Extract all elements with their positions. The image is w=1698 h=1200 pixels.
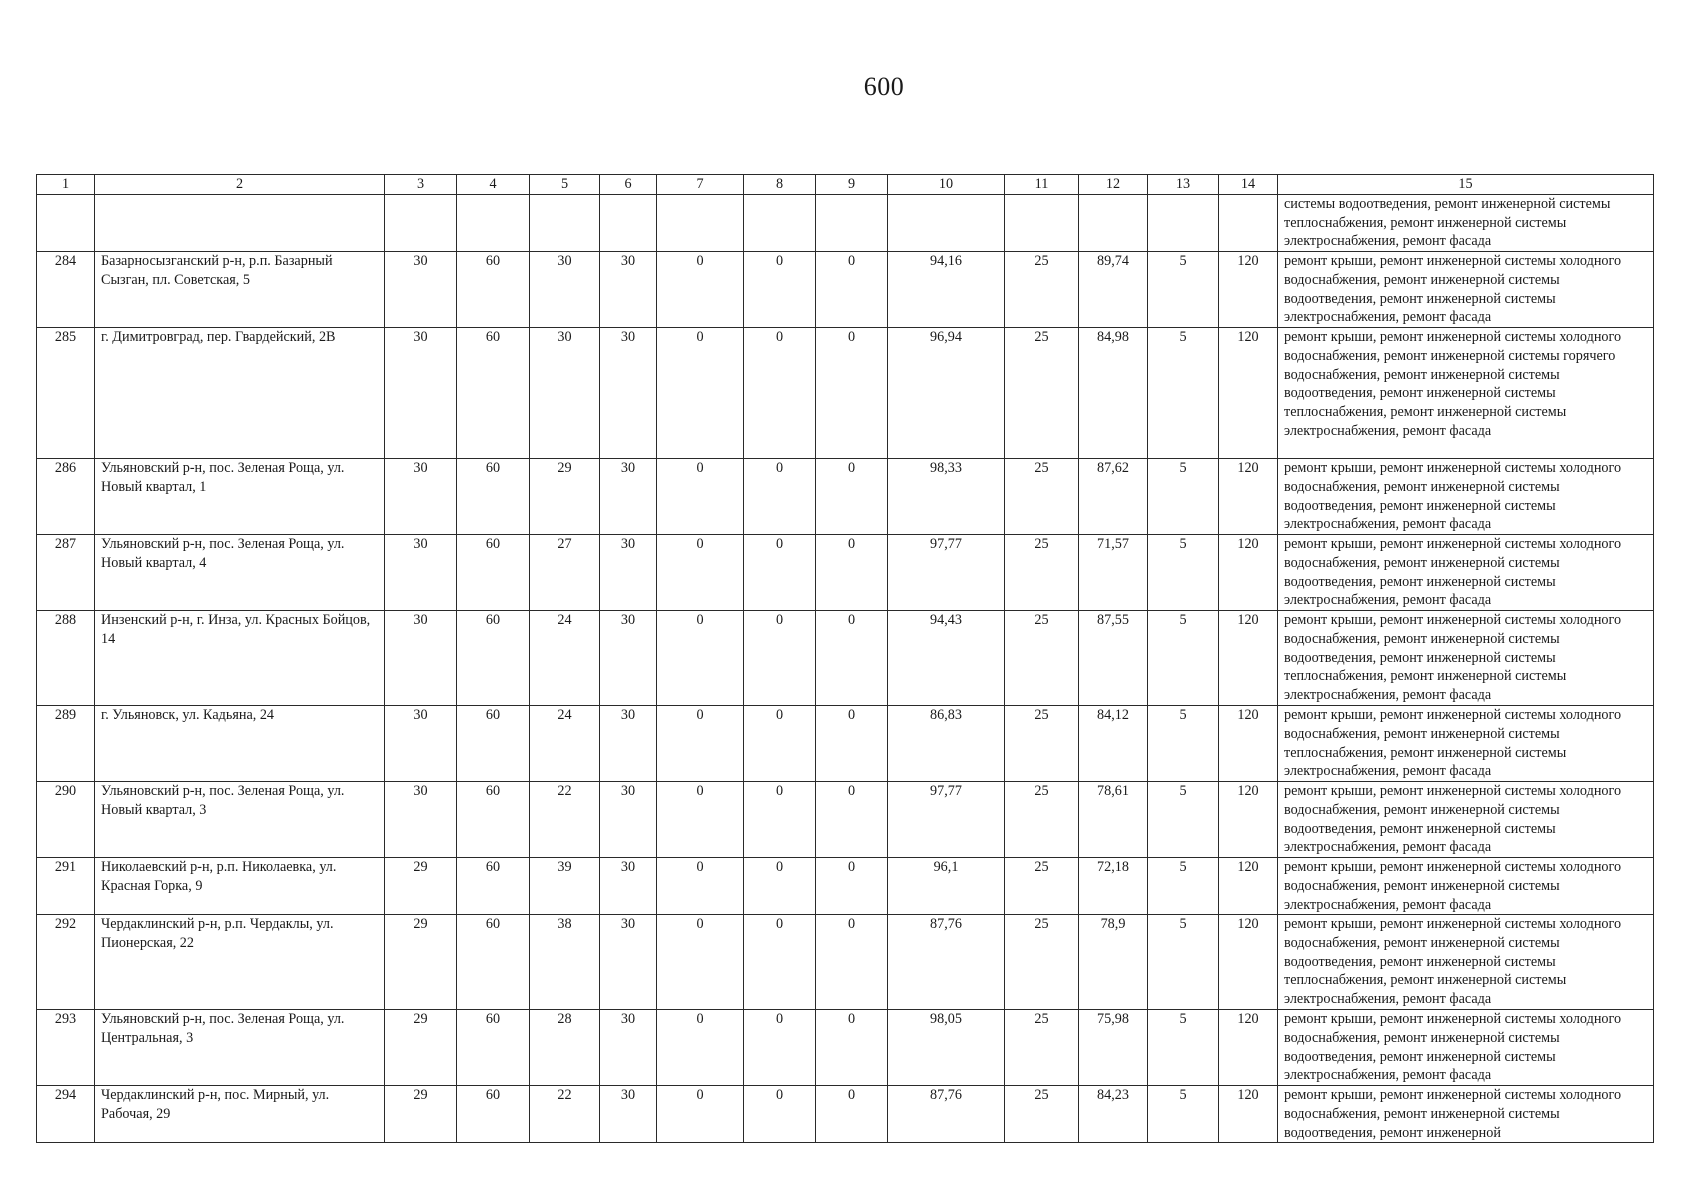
address-cell: Чердаклинский р-н, пос. Мирный, ул. Рабочая, 29 [95, 1086, 385, 1143]
col-5-cell: 22 [530, 782, 600, 858]
col-header: 4 [457, 175, 530, 195]
row-number-cell: 284 [37, 252, 95, 328]
col-8-cell: 0 [744, 252, 816, 328]
col-9-cell: 0 [816, 459, 888, 535]
col-header: 9 [816, 175, 888, 195]
col-9-cell: 0 [816, 611, 888, 706]
repair-works-cell: ремонт крыши, ремонт инженерной системы холодного водоснабжения, ремонт инженерной системы водоотведения, ремонт инженерной системы электроснабжения, ремонт фасада [1278, 535, 1654, 611]
col-12-cell: 78,9 [1079, 915, 1148, 1010]
col-5-cell: 39 [530, 858, 600, 915]
col-6-cell: 30 [600, 706, 657, 782]
col-14-cell: 120 [1219, 535, 1278, 611]
col-11-cell: 25 [1005, 328, 1079, 459]
col-12-cell: 84,23 [1079, 1086, 1148, 1143]
col-3-cell: 30 [385, 252, 457, 328]
col-5-cell: 24 [530, 611, 600, 706]
table-row [37, 1010, 1654, 1086]
table-row [37, 782, 1654, 858]
col-12-cell: 78,61 [1079, 782, 1148, 858]
col-5-cell: 24 [530, 706, 600, 782]
col-header: 1 [37, 175, 95, 195]
col-10-cell: 96,94 [888, 328, 1005, 459]
col-4-cell: 60 [457, 915, 530, 1010]
col-11-cell: 25 [1005, 706, 1079, 782]
col-5-cell: 29 [530, 459, 600, 535]
col-9-cell: 0 [816, 535, 888, 611]
col-13-cell: 5 [1148, 611, 1219, 706]
row-number-cell: 291 [37, 858, 95, 915]
col-7-cell: 0 [657, 782, 744, 858]
col-14-cell: 120 [1219, 611, 1278, 706]
col-13-cell: 5 [1148, 328, 1219, 459]
col-header: 11 [1005, 175, 1079, 195]
col-4-cell: 60 [457, 611, 530, 706]
col-13-cell: 5 [1148, 1086, 1219, 1143]
col-14-cell: 120 [1219, 915, 1278, 1010]
address-cell: Николаевский р-н, р.п. Николаевка, ул. Красная Горка, 9 [95, 858, 385, 915]
col-6-cell: 30 [600, 252, 657, 328]
address-cell: г. Димитровград, пер. Гвардейский, 2В [95, 328, 385, 459]
row-number-cell: 285 [37, 328, 95, 459]
col-10-cell: 87,76 [888, 915, 1005, 1010]
col-9-cell: 0 [816, 328, 888, 459]
repair-works-cell: ремонт крыши, ремонт инженерной системы холодного водоснабжения, ремонт инженерной системы водоотведения, ремонт инженерной системы теплоснабжения, ремонт инженерной системы электроснабжения, ремонт фасада [1278, 915, 1654, 1010]
col-14-cell: 120 [1219, 328, 1278, 459]
col-6-cell: 30 [600, 459, 657, 535]
col-14-cell: 120 [1219, 459, 1278, 535]
col-11-cell: 25 [1005, 782, 1079, 858]
col-4-cell: 60 [457, 858, 530, 915]
col-13-cell: 5 [1148, 252, 1219, 328]
repair-works-cell: ремонт крыши, ремонт инженерной системы холодного водоснабжения, ремонт инженерной системы водоотведения, ремонт инженерной системы электроснабжения, ремонт фасада [1278, 459, 1654, 535]
page-number: 600 [863, 72, 905, 101]
col-4-cell: 60 [457, 782, 530, 858]
col-7-cell: 0 [657, 611, 744, 706]
col-4-cell: 60 [457, 1086, 530, 1143]
table-row [37, 535, 1654, 611]
col-8-cell: 0 [744, 858, 816, 915]
col-3-cell: 29 [385, 1086, 457, 1143]
col-13-cell: 5 [1148, 535, 1219, 611]
col-3-cell: 29 [385, 858, 457, 915]
repair-works-cell: ремонт крыши, ремонт инженерной системы холодного водоснабжения, ремонт инженерной системы горячего водоснабжения, ремонт инженерной системы водоотведения, ремонт инженерной системы теплоснабжения, ремонт инженерной системы электроснабжения, ремонт фасада [1278, 328, 1654, 459]
col-6-cell: 30 [600, 915, 657, 1010]
row-number-cell: 286 [37, 459, 95, 535]
col-8-cell: 0 [744, 459, 816, 535]
col-11-cell: 25 [1005, 535, 1079, 611]
row-number-cell: 292 [37, 915, 95, 1010]
col-14-cell: 120 [1219, 782, 1278, 858]
col-7-cell: 0 [657, 535, 744, 611]
col-5-cell: 22 [530, 1086, 600, 1143]
col-8-cell: 0 [744, 611, 816, 706]
address-cell: Ульяновский р-н, пос. Зеленая Роща, ул. Новый квартал, 3 [95, 782, 385, 858]
repair-works-cell: системы водоотведения, ремонт инженерной системы теплоснабжения, ремонт инженерной системы электроснабжения, ремонт фасада [1278, 195, 1654, 252]
col-header: 12 [1079, 175, 1148, 195]
col-header: 8 [744, 175, 816, 195]
col-12-cell: 84,98 [1079, 328, 1148, 459]
col-11-cell: 25 [1005, 858, 1079, 915]
col-13-cell: 5 [1148, 782, 1219, 858]
col-11-cell: 25 [1005, 1010, 1079, 1086]
row-number-cell: 288 [37, 611, 95, 706]
col-5-cell: 28 [530, 1010, 600, 1086]
address-cell: Чердаклинский р-н, р.п. Чердаклы, ул. Пионерская, 22 [95, 915, 385, 1010]
col-8-cell: 0 [744, 535, 816, 611]
col-4-cell: 60 [457, 706, 530, 782]
repair-works-cell: ремонт крыши, ремонт инженерной системы холодного водоснабжения, ремонт инженерной системы водоотведения, ремонт инженерной системы электроснабжения, ремонт фасада [1278, 782, 1654, 858]
col-4-cell: 60 [457, 252, 530, 328]
col-header: 5 [530, 175, 600, 195]
col-9-cell: 0 [816, 915, 888, 1010]
col-12-cell: 75,98 [1079, 1010, 1148, 1086]
address-cell: Инзенский р-н, г. Инза, ул. Красных Бойцов, 14 [95, 611, 385, 706]
col-14-cell: 120 [1219, 252, 1278, 328]
col-9-cell: 0 [816, 1010, 888, 1086]
repair-register-table [36, 174, 1654, 1143]
col-8-cell: 0 [744, 706, 816, 782]
col-14-cell: 120 [1219, 1086, 1278, 1143]
col-11-cell: 25 [1005, 611, 1079, 706]
col-12-cell: 89,74 [1079, 252, 1148, 328]
col-header: 3 [385, 175, 457, 195]
col-11-cell: 25 [1005, 1086, 1079, 1143]
address-cell: Ульяновский р-н, пос. Зеленая Роща, ул. Новый квартал, 4 [95, 535, 385, 611]
col-7-cell: 0 [657, 1086, 744, 1143]
col-10-cell: 97,77 [888, 782, 1005, 858]
col-6-cell: 30 [600, 611, 657, 706]
continuation-row [37, 195, 1654, 252]
col-header: 15 [1278, 175, 1654, 195]
col-12-cell: 72,18 [1079, 858, 1148, 915]
col-7-cell: 0 [657, 328, 744, 459]
col-10-cell: 87,76 [888, 1086, 1005, 1143]
col-12-cell: 71,57 [1079, 535, 1148, 611]
col-3-cell: 29 [385, 1010, 457, 1086]
col-10-cell: 98,33 [888, 459, 1005, 535]
col-4-cell: 60 [457, 535, 530, 611]
col-7-cell: 0 [657, 252, 744, 328]
col-8-cell: 0 [744, 915, 816, 1010]
col-header: 6 [600, 175, 657, 195]
row-number-cell: 294 [37, 1086, 95, 1143]
col-7-cell: 0 [657, 706, 744, 782]
row-number-cell: 287 [37, 535, 95, 611]
col-header: 10 [888, 175, 1005, 195]
col-6-cell: 30 [600, 535, 657, 611]
repair-works-cell: ремонт крыши, ремонт инженерной системы холодного водоснабжения, ремонт инженерной системы водоотведения, ремонт инженерной [1278, 1086, 1654, 1143]
col-header: 13 [1148, 175, 1219, 195]
col-10-cell: 97,77 [888, 535, 1005, 611]
col-8-cell: 0 [744, 1010, 816, 1086]
col-6-cell: 30 [600, 1086, 657, 1143]
col-3-cell: 29 [385, 915, 457, 1010]
address-cell: Базарносызганский р-н, р.п. Базарный Сызган, пл. Советская, 5 [95, 252, 385, 328]
table-row [37, 611, 1654, 706]
table-row [37, 252, 1654, 328]
col-7-cell: 0 [657, 459, 744, 535]
col-6-cell: 30 [600, 1010, 657, 1086]
row-number-cell: 290 [37, 782, 95, 858]
col-11-cell: 25 [1005, 915, 1079, 1010]
col-3-cell: 30 [385, 328, 457, 459]
col-7-cell: 0 [657, 858, 744, 915]
col-5-cell: 30 [530, 252, 600, 328]
col-13-cell: 5 [1148, 459, 1219, 535]
col-7-cell: 0 [657, 1010, 744, 1086]
repair-works-cell: ремонт крыши, ремонт инженерной системы холодного водоснабжения, ремонт инженерной системы водоотведения, ремонт инженерной системы электроснабжения, ремонт фасада [1278, 252, 1654, 328]
row-number-cell: 289 [37, 706, 95, 782]
col-10-cell: 96,1 [888, 858, 1005, 915]
repair-works-cell: ремонт крыши, ремонт инженерной системы холодного водоснабжения, ремонт инженерной системы электроснабжения, ремонт фасада [1278, 858, 1654, 915]
col-header: 2 [95, 175, 385, 195]
col-8-cell: 0 [744, 1086, 816, 1143]
col-3-cell: 30 [385, 706, 457, 782]
repair-works-cell: ремонт крыши, ремонт инженерной системы холодного водоснабжения, ремонт инженерной системы водоотведения, ремонт инженерной системы теплоснабжения, ремонт инженерной системы электроснабжения, ремонт фасада [1278, 611, 1654, 706]
col-10-cell: 94,16 [888, 252, 1005, 328]
table-row [37, 328, 1654, 459]
col-12-cell: 84,12 [1079, 706, 1148, 782]
table-row [37, 1086, 1654, 1143]
col-14-cell: 120 [1219, 1010, 1278, 1086]
col-9-cell: 0 [816, 1086, 888, 1143]
col-3-cell: 30 [385, 782, 457, 858]
col-12-cell: 87,55 [1079, 611, 1148, 706]
col-8-cell: 0 [744, 328, 816, 459]
col-5-cell: 27 [530, 535, 600, 611]
col-10-cell: 94,43 [888, 611, 1005, 706]
table-row [37, 706, 1654, 782]
col-8-cell: 0 [744, 782, 816, 858]
col-13-cell: 5 [1148, 706, 1219, 782]
col-header: 7 [657, 175, 744, 195]
repair-works-cell: ремонт крыши, ремонт инженерной системы холодного водоснабжения, ремонт инженерной системы водоотведения, ремонт инженерной системы электроснабжения, ремонт фасада [1278, 1010, 1654, 1086]
col-3-cell: 30 [385, 459, 457, 535]
col-6-cell: 30 [600, 858, 657, 915]
col-3-cell: 30 [385, 611, 457, 706]
repair-works-cell: ремонт крыши, ремонт инженерной системы холодного водоснабжения, ремонт инженерной системы теплоснабжения, ремонт инженерной системы электроснабжения, ремонт фасада [1278, 706, 1654, 782]
col-6-cell: 30 [600, 782, 657, 858]
col-13-cell: 5 [1148, 858, 1219, 915]
col-5-cell: 38 [530, 915, 600, 1010]
table-row [37, 915, 1654, 1010]
col-4-cell: 60 [457, 1010, 530, 1086]
col-5-cell: 30 [530, 328, 600, 459]
row-number-cell: 293 [37, 1010, 95, 1086]
address-cell: г. Ульяновск, ул. Кадьяна, 24 [95, 706, 385, 782]
table-row [37, 459, 1654, 535]
address-cell: Ульяновский р-н, пос. Зеленая Роща, ул. Центральная, 3 [95, 1010, 385, 1086]
col-header: 14 [1219, 175, 1278, 195]
col-14-cell: 120 [1219, 706, 1278, 782]
col-9-cell: 0 [816, 858, 888, 915]
col-4-cell: 60 [457, 328, 530, 459]
col-9-cell: 0 [816, 782, 888, 858]
col-13-cell: 5 [1148, 915, 1219, 1010]
col-14-cell: 120 [1219, 858, 1278, 915]
col-11-cell: 25 [1005, 459, 1079, 535]
table-row [37, 858, 1654, 915]
col-10-cell: 86,83 [888, 706, 1005, 782]
address-cell: Ульяновский р-н, пос. Зеленая Роща, ул. Новый квартал, 1 [95, 459, 385, 535]
col-12-cell: 87,62 [1079, 459, 1148, 535]
col-13-cell: 5 [1148, 1010, 1219, 1086]
col-7-cell: 0 [657, 915, 744, 1010]
col-10-cell: 98,05 [888, 1010, 1005, 1086]
col-11-cell: 25 [1005, 252, 1079, 328]
col-3-cell: 30 [385, 535, 457, 611]
col-4-cell: 60 [457, 459, 530, 535]
column-number-row [37, 175, 1654, 195]
col-9-cell: 0 [816, 252, 888, 328]
col-9-cell: 0 [816, 706, 888, 782]
col-6-cell: 30 [600, 328, 657, 459]
